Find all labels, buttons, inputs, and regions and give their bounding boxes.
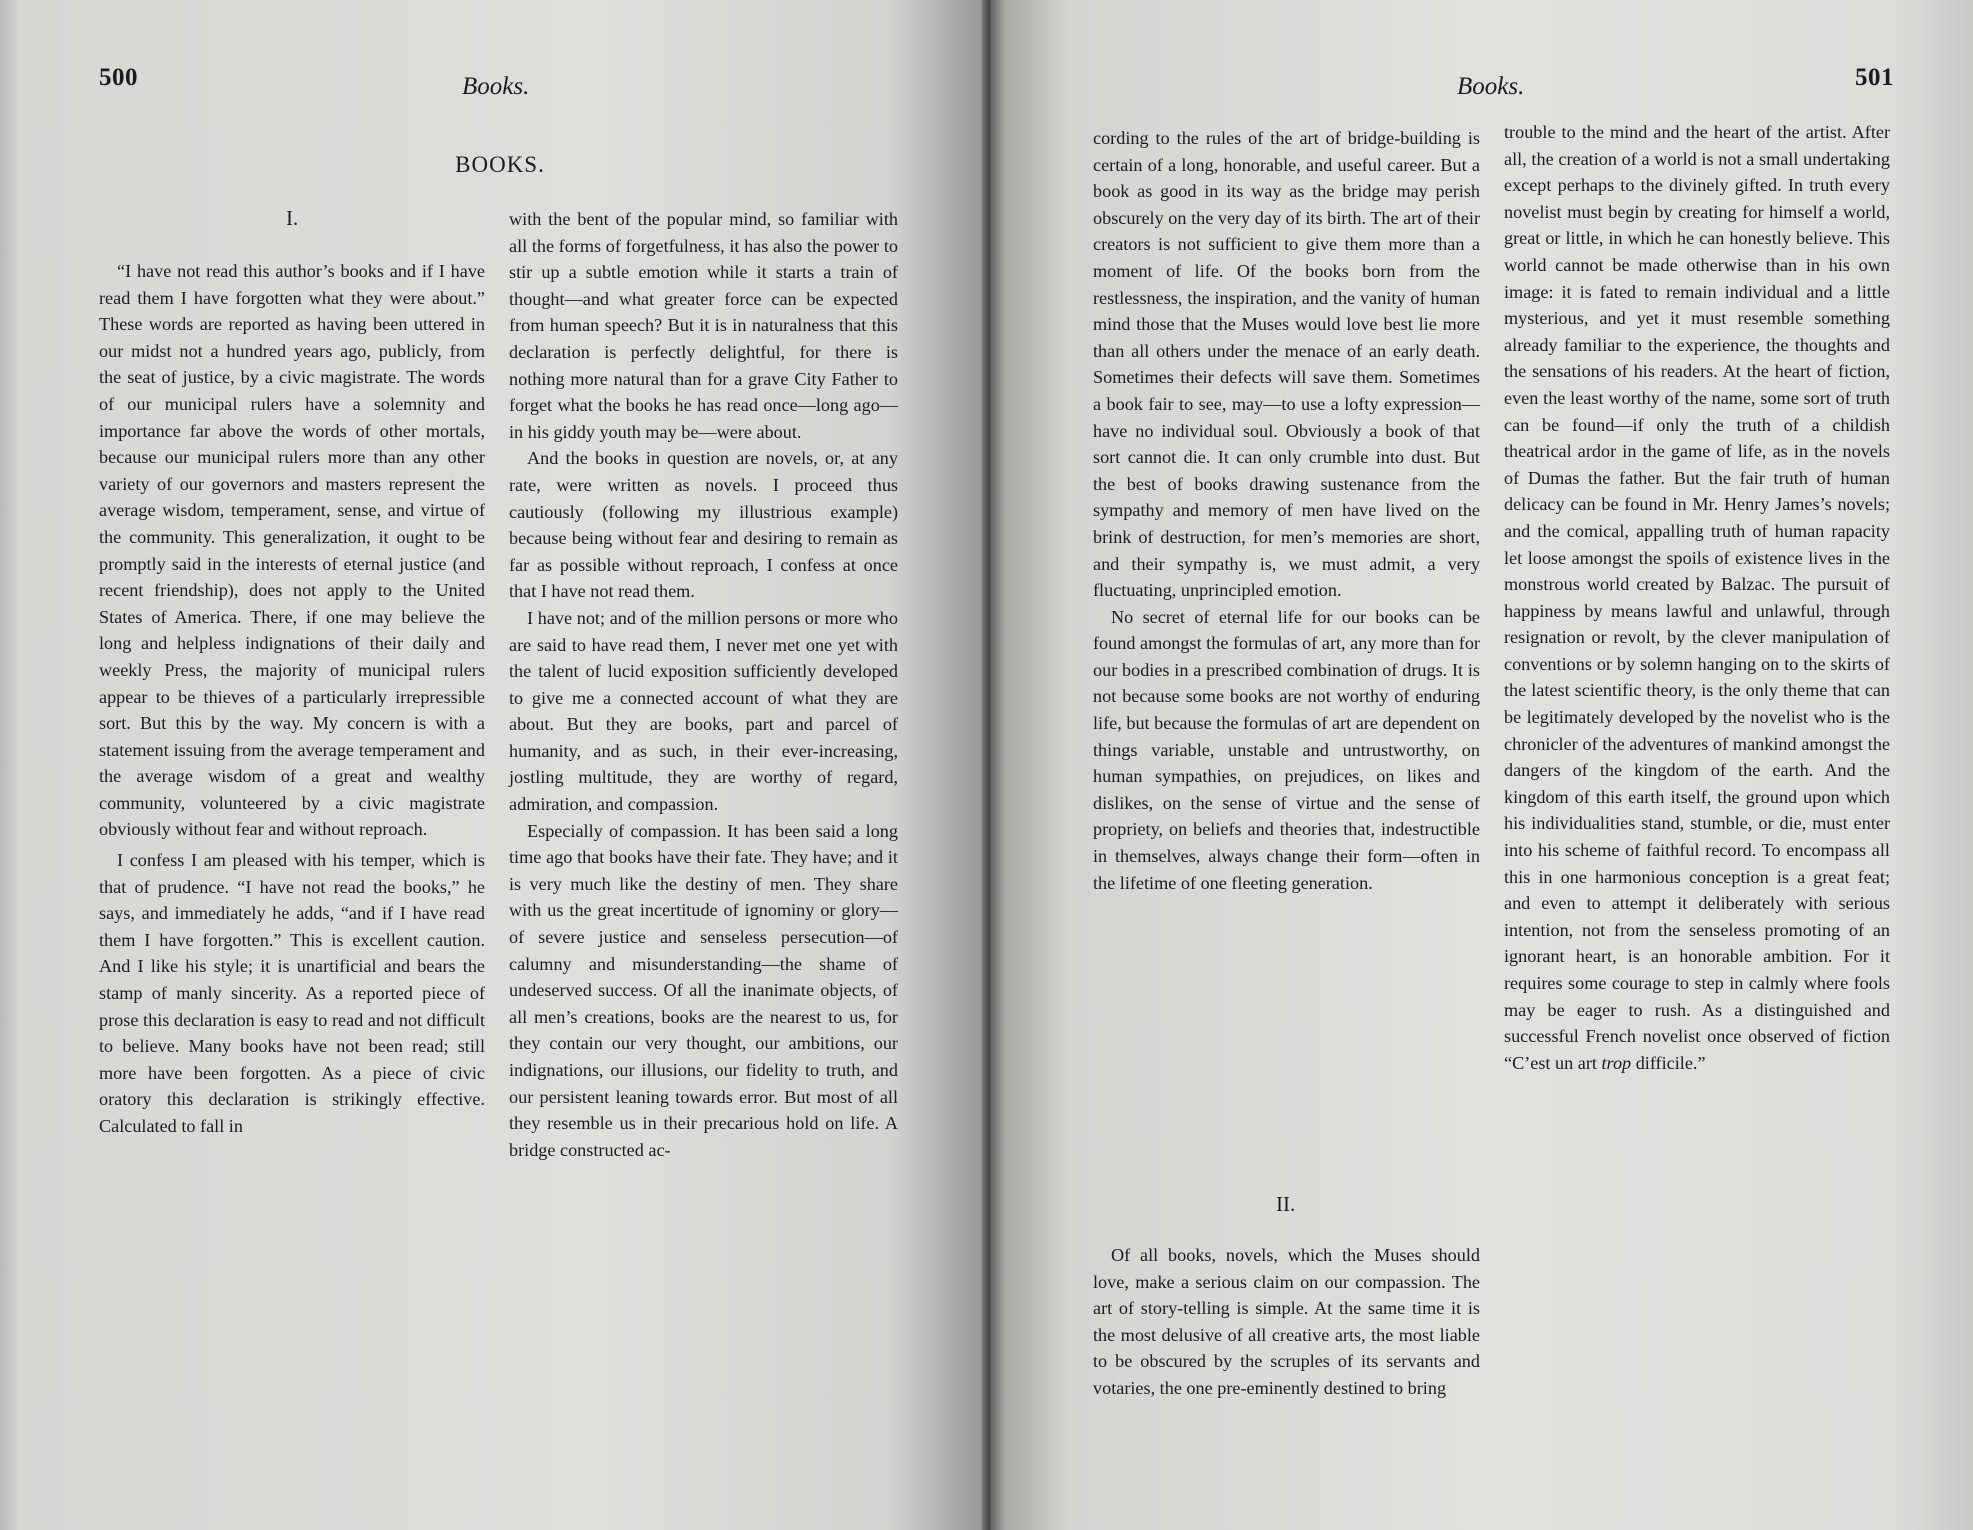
right-page	[990, 0, 1973, 1530]
text-column-3b	[1093, 1242, 1480, 1402]
italic-word: trop	[1601, 1052, 1632, 1073]
paragraph	[1504, 119, 1890, 1076]
paragraph: “I have not read this author’s books and if I have read them I have forgotten what they were about.” These words are reported as having been uttered in our midst not a hundred years ago, publicly, from the seat of justice, by a civic magistrate. The words of our municipal rulers have a solemnity and importance far above the words of other mortals, because our municipal rulers more than any other variety of our governors and masters represent the average wisdom, temperament, sense, and virtue of the community. This generalization, it ought to be promptly said in the interests of eternal justice (and recent friendship), does not apply to the United States of America. There, if one may believe the long and helpless indignations of their daily and weekly Press, the majority of municipal rulers appear to be thieves of a particularly irrepressible sort. But this by the way. My concern is with a statement issuing from the average temperament and the average wisdom of a great and wealthy community, volunteered by a civic magistrate obviously without fear and without reproach.	[99, 261, 485, 840]
page-number-right: 501	[1855, 64, 1894, 91]
chapter-title: BOOKS.	[455, 152, 545, 177]
text-column-1	[99, 258, 485, 1140]
paragraph: cording to the rules of the art of bridge-building is certain of a long, honorable, and useful career. But a book as good in its way as the bridge may perish obscurely on the very day of its birth. The art of their creators is not sufficient to give them more than a moment of life. Of the books born from the restlessness, the inspiration, and the vanity of human mind those that the Muses would love best lie more than all others under the menace of an early death. Sometimes their defects will save them. Sometimes a book fair to see, may—to use a lofty expression—have no individual soul. Obviously a book of that sort cannot die. It can only crumble into dust. But the best of books drawing sustenance from the sympathy and memory of men have lived on the brink of destruction, for men’s memories are short, and their sympathy is, we must admit, a very fluctuating, unprincipled emotion.	[1093, 128, 1480, 601]
text-column-3	[1093, 125, 1480, 896]
paragraph: And the books in question are novels, or, at any rate, were written as novels. I proceed thus cautiously (following my illustrious example) because being without fear and desiring to remain as far as possible without reproach, I confess at once that I have not read them.	[509, 448, 898, 602]
section-number-2: II.	[1276, 1192, 1296, 1216]
paragraph: with the bent of the popular mind, so familiar with all the forms of forgetfulness, it has also the power to stir up a subtle emotion while it starts a train of thought—and what greater force can be expected from human speech? But it is in naturalness that this declaration is perfectly delightful, for there is nothing more natural than for a grave City Father to forget what the books he has read once—long ago—in his giddy youth may be—were about.	[509, 209, 898, 442]
text-column-4	[1504, 119, 1890, 1076]
running-head-right: Books.	[1457, 73, 1525, 100]
paragraph-text: trouble to the mind and the heart of the artist. After all, the creation of a world is not a small undertaking except perhaps to the divinely gifted. In truth every novelist must begin by creating for himself a world, great or little, in which he can honestly believe. This world cannot be made otherwise than in his own image: it is fated to remain individual and a little mysterious, and yet it must resemble something already familiar to the experience, the thoughts and the sensations of his readers. At the heart of fiction, even the least worthy of the name, some sort of truth can be found—if only the truth of a childish theatrical ardor in the game of life, as in the novels of Dumas the father. But the fair truth of human delicacy can be found in Mr. Henry James’s novels; and the comical, appalling truth of human rapacity let loose amongst the spoils of existence lives in the monstrous world created by Balzac. The pursuit of happiness by means lawful and unlawful, through resignation or revolt, by the clever manipulation of conventions or by solemn hanging on to the skirts of the latest scientific theory, is the only theme that can be legitimately developed by the novelist who is the chronicler of the adventures of mankind amongst the dangers of the kingdom of the earth. And the kingdom of this earth itself, the ground upon which his individualities stand, stumble, or die, must enter into his scheme of faithful record. To encompass all this in one harmonious conception is a great feat; and even to attempt it deliberately with serious intention, not from the senseless promoting of an ignorant heart, is an honorable ambition. For it requires some courage to step in calmly where fools may be eager to rush. As a distinguished and successful French novelist once observed of fiction “C’est un art	[1504, 122, 1890, 1073]
paragraph: I confess I am pleased with his temper, which is that of prudence. “I have not read the books,” he says, and immediately he adds, “and if I have read them I have forgotten.” This is excellent caution. And I like his style; it is unartificial and bears the stamp of manly sincerity. As a reported piece of prose this declaration is easy to read and not difficult to believe. Many books have not been read; still more have been forgotten. As a piece of civic oratory this declaration is strikingly effective. Calculated to fall in	[99, 850, 485, 1136]
section-number-1: I.	[286, 206, 299, 230]
paragraph-end: difficile.”	[1631, 1052, 1706, 1073]
page-number-left: 500	[99, 64, 138, 91]
text-column-2	[509, 206, 898, 1163]
paragraph: No secret of eternal life for our books can be found amongst the formulas of art, any more than for our bodies in a prescribed combination of drugs. It is not because some books are not worthy of enduring life, but because the formulas of art are dependent on things variable, unstable and untrustworthy, on human sympathies, on prejudices, on likes and dislikes, on the sense of virtue and the sense of propriety, on beliefs and theories that, indestructible in themselves, always change their form—often in the lifetime of one fleeting generation.	[1093, 606, 1480, 893]
paragraph: Of all books, novels, which the Muses should love, make a serious claim on our compassion. The art of story-telling is simple. At the same time it is the most delusive of all creative arts, the most liable to be obscured by the scruples of its servants and votaries, the one pre-eminently destined to bring	[1093, 1245, 1480, 1398]
paragraph: Especially of compassion. It has been said a long time ago that books have their fate. They have; and it is very much like the destiny of men. They share with us the great incertitude of ignominy or glory—of severe justice and senseless persecution—of calumny and misunderstanding—the shame of undeserved success. Of all the inanimate objects, of all men’s creations, books are the nearest to us, for they contain our very thought, our ambitions, our indignations, our illusions, our fidelity to truth, and our persistent leaning towards error. But most of all they resemble us in their precarious hold on life. A bridge constructed ac-	[509, 820, 898, 1160]
running-head-left: Books.	[462, 73, 530, 100]
paragraph: I have not; and of the million persons or more who are said to have read them, I never met one yet with the talent of lucid exposition sufficiently developed to give me a connected account of what they are about. But they are books, part and parcel of humanity, and as such, in their ever-increasing, jostling multitude, they are worthy of regard, admiration, and compassion.	[509, 607, 898, 815]
